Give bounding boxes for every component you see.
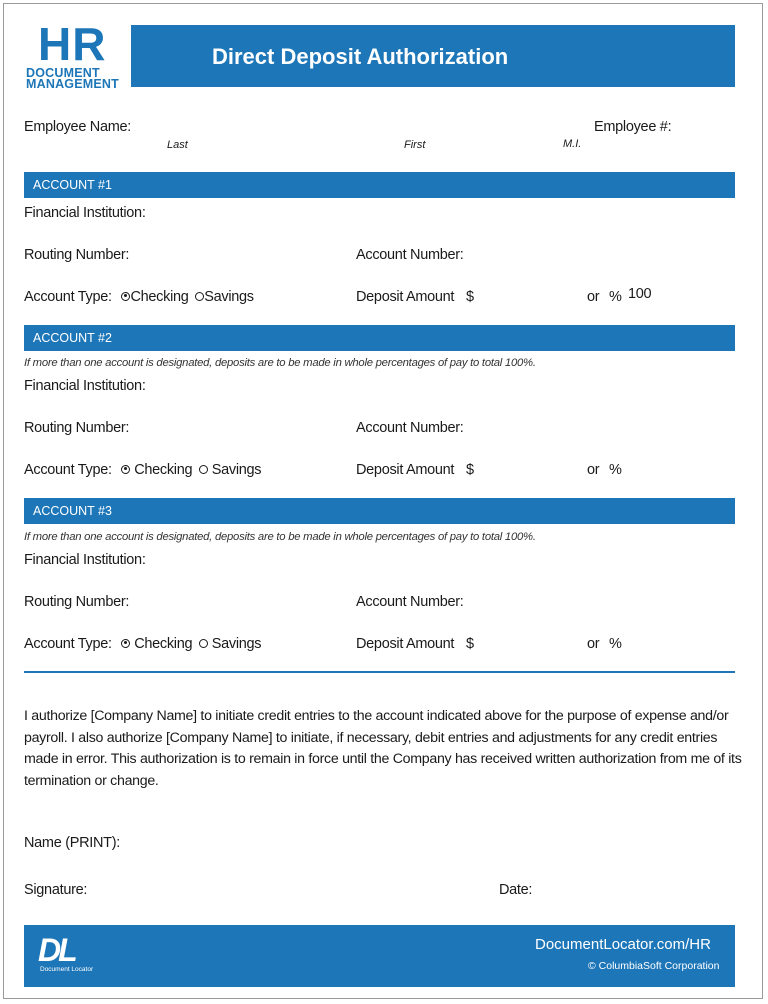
employee-name-label: Employee Name:: [24, 119, 132, 135]
document-locator-logo: DL: [38, 932, 75, 968]
account-2-header: ACCOUNT #2: [33, 331, 112, 345]
checking-radio[interactable]: [121, 639, 130, 648]
account-3-dollar-sign: $: [466, 636, 474, 652]
account-2-account-number-label: Account Number:: [356, 420, 464, 436]
account-3-institution-label: Financial Institution:: [24, 552, 146, 568]
savings-label: Savings: [211, 636, 262, 652]
account-3-account-number-label: Account Number:: [356, 594, 464, 610]
account-2-institution-label: Financial Institution:: [24, 378, 146, 394]
savings-radio[interactable]: [199, 639, 208, 648]
checking-label: Checking: [134, 636, 193, 652]
account-3-percent-sign: %: [609, 636, 622, 652]
middle-initial-caption: M.I.: [563, 138, 582, 150]
account-3-deposit-label: Deposit Amount: [356, 636, 455, 652]
account-3-note: If more than one account is designated, deposits are to be made in whole percentages of pay to total 100%.: [24, 531, 536, 543]
account-1-header-bar: [24, 172, 735, 198]
footer-bar: [24, 925, 735, 987]
account-2-dollar-sign: $: [466, 462, 474, 478]
account-type-label: Account Type:: [24, 289, 112, 305]
account-3-header-bar: [24, 498, 735, 524]
employee-number-label: Employee #:: [594, 119, 672, 135]
account-2-routing-label: Routing Number:: [24, 420, 130, 436]
account-1-header: ACCOUNT #1: [33, 178, 112, 192]
footer-copyright: © ColumbiaSoft Corporation: [588, 960, 720, 972]
page-title: Direct Deposit Authorization: [212, 44, 509, 69]
name-print-label: Name (PRINT):: [24, 835, 120, 851]
account-3-or-label: or: [587, 636, 600, 652]
savings-label: Savings: [211, 462, 262, 478]
account-1-routing-label: Routing Number:: [24, 247, 130, 263]
account-1-percent-sign: %: [609, 289, 622, 305]
account-2-percent-sign: %: [609, 462, 622, 478]
logo-line-management: MANAGEMENT: [26, 77, 119, 91]
logo-hr: HR: [38, 18, 107, 70]
account-2-header-bar: [24, 325, 735, 351]
last-name-caption: Last: [167, 139, 188, 151]
checking-label: Checking: [130, 289, 189, 305]
account-3-routing-label: Routing Number:: [24, 594, 130, 610]
account-2-type-row: [24, 462, 261, 478]
checking-radio[interactable]: [121, 465, 130, 474]
signature-label: Signature:: [24, 882, 88, 898]
checking-label: Checking: [134, 462, 193, 478]
section-divider: [24, 671, 735, 673]
savings-radio[interactable]: [199, 465, 208, 474]
account-1-deposit-label: Deposit Amount: [356, 289, 455, 305]
account-type-label: Account Type:: [24, 462, 112, 478]
account-1-dollar-sign: $: [466, 289, 474, 305]
account-1-institution-label: Financial Institution:: [24, 205, 146, 221]
document-locator-logo-caption: Document Locator: [40, 966, 94, 973]
account-1-account-number-label: Account Number:: [356, 247, 464, 263]
account-2-or-label: or: [587, 462, 600, 478]
account-1-type-row: [24, 289, 254, 305]
authorization-text: I authorize [Company Name] to initiate credit entries to the account indicated above for the purpose of expense and/or payroll. I also authorize [Company Name] to initiate, if necessary, debit entries and adjustments for any credit entries made in error. This authorization is to remain in force until the Company has received written authorization from me of its termination or change.: [24, 708, 742, 789]
footer-url[interactable]: DocumentLocator.com/HR: [535, 936, 711, 953]
savings-radio[interactable]: [195, 292, 204, 301]
account-3-type-row: [24, 636, 261, 652]
account-2-note: If more than one account is designated, deposits are to be made in whole percentages of pay to total 100%.: [24, 357, 536, 369]
first-name-caption: First: [404, 139, 426, 151]
account-1-percent-value[interactable]: 100: [628, 286, 652, 302]
logo-line-document: DOCUMENT: [26, 66, 100, 80]
account-3-header: ACCOUNT #3: [33, 504, 112, 518]
savings-label: Savings: [204, 289, 254, 305]
account-1-or-label: or: [587, 289, 600, 305]
account-2-deposit-label: Deposit Amount: [356, 462, 455, 478]
date-label: Date:: [499, 882, 533, 898]
account-type-label: Account Type:: [24, 636, 112, 652]
